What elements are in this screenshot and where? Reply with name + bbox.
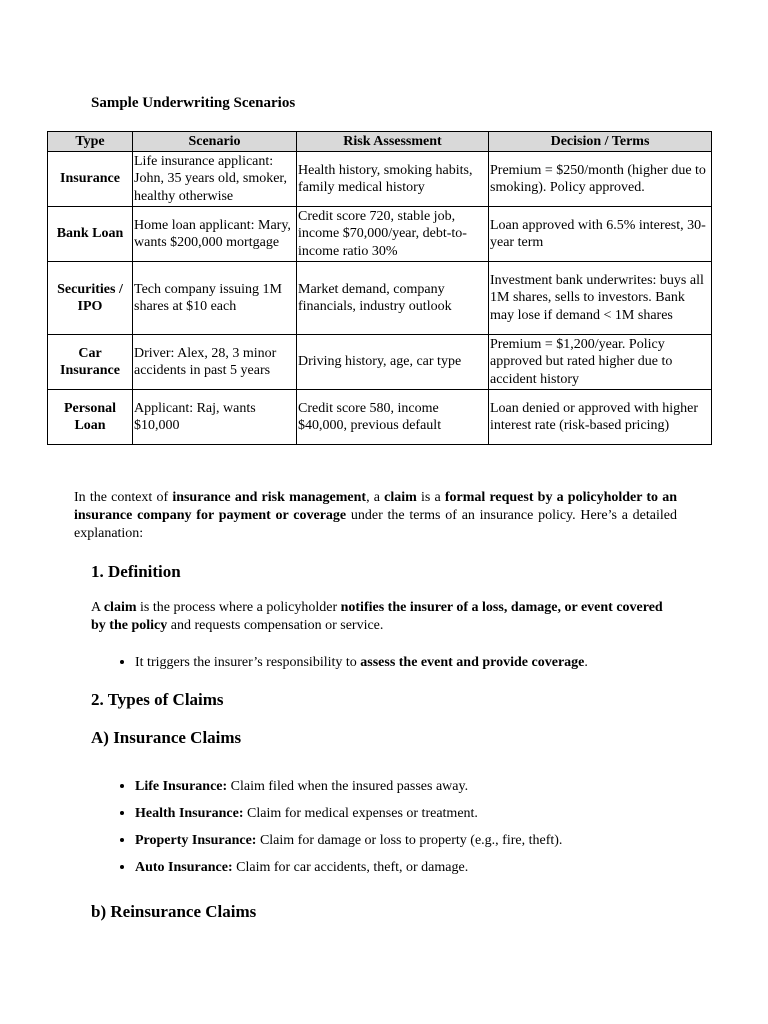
intro-text: , a: [366, 490, 385, 505]
item-label: Life Insurance:: [135, 779, 228, 794]
intro-paragraph: [74, 489, 677, 543]
header-risk-assessment: Risk Assessment: [297, 132, 489, 152]
cell-type: Bank Loan: [48, 207, 133, 262]
item-label: Auto Insurance:: [135, 860, 233, 875]
bullet-text: .: [584, 655, 588, 670]
cell-risk: Credit score 580, income $40,000, previous default: [297, 390, 489, 445]
table-header-row: [48, 132, 712, 152]
item-label: Health Insurance:: [135, 806, 244, 821]
cell-type: Securities / IPO: [48, 262, 133, 335]
cell-type: Personal Loan: [48, 390, 133, 445]
table-row: [48, 207, 712, 262]
cell-scenario: Applicant: Raj, wants $10,000: [133, 390, 297, 445]
intro-bold: claim: [384, 490, 417, 505]
definition-text: A: [91, 600, 104, 615]
cell-decision: Investment bank underwrites: buys all 1M shares, sells to investors. Bank may lose if demand < 1M shares: [489, 262, 712, 335]
definition-bold: claim: [103, 600, 137, 615]
item-text: Claim for medical expenses or treatment.: [243, 806, 478, 821]
cell-scenario: Home loan applicant: Mary, wants $200,000 mortgage: [133, 207, 297, 262]
cell-type: Insurance: [48, 152, 133, 207]
section-heading-types-of-claims: 2. Types of Claims: [91, 690, 224, 709]
cell-decision: Loan denied or approved with higher interest rate (risk-based pricing): [489, 390, 712, 445]
subheading-insurance-claims: A) Insurance Claims: [91, 728, 242, 747]
cell-scenario: Driver: Alex, 28, 3 minor accidents in past 5 years: [133, 335, 297, 390]
list-item: [135, 653, 735, 672]
intro-bold: insurance and risk management: [172, 490, 367, 505]
definition-bullets: [91, 653, 735, 672]
definition-paragraph: [91, 599, 671, 635]
cell-decision: Premium = $250/month (higher due to smoking). Policy approved.: [489, 152, 712, 207]
table-row: [48, 262, 712, 335]
claim-types-list: [91, 777, 735, 885]
underwriting-table: [47, 131, 712, 445]
header-decision-terms: Decision / Terms: [489, 132, 712, 152]
section-heading-definition: 1. Definition: [91, 562, 181, 581]
item-text: Claim for car accidents, theft, or damage.: [232, 860, 469, 875]
list-item: [135, 804, 735, 823]
bullet-bold: assess the event and provide coverage: [360, 655, 585, 670]
table-row: [48, 152, 712, 207]
header-type: Type: [48, 132, 133, 152]
subheading-reinsurance-claims: b) Reinsurance Claims: [91, 902, 257, 921]
intro-bold: formal request by a policyholder to an insurance company for payment or coverage: [74, 490, 678, 523]
cell-type: Car Insurance: [48, 335, 133, 390]
cell-risk: Health history, smoking habits, family medical history: [297, 152, 489, 207]
definition-text: is the process where a policyholder: [136, 600, 341, 615]
table-title: Sample Underwriting Scenarios: [91, 95, 296, 111]
table-row: [48, 390, 712, 445]
item-label: Property Insurance:: [135, 833, 257, 848]
cell-scenario: Tech company issuing 1M shares at $10 each: [133, 262, 297, 335]
cell-risk: Driving history, age, car type: [297, 335, 489, 390]
cell-risk: Market demand, company financials, industry outlook: [297, 262, 489, 335]
bullet-text: It triggers the insurer’s responsibility to: [135, 655, 361, 670]
header-scenario: Scenario: [133, 132, 297, 152]
list-item: [135, 831, 735, 850]
list-item: [135, 858, 735, 877]
intro-text: is a: [416, 490, 445, 505]
cell-decision: Premium = $1,200/year. Policy approved but rated higher due to accident history: [489, 335, 712, 390]
cell-risk: Credit score 720, stable job, income $70,000/year, debt-to-income ratio 30%: [297, 207, 489, 262]
item-text: Claim for damage or loss to property (e.g., fire, theft).: [256, 833, 563, 848]
item-text: Claim filed when the insured passes away.: [227, 779, 469, 794]
list-item: [135, 777, 735, 796]
table-row: [48, 335, 712, 390]
cell-decision: Loan approved with 6.5% interest, 30-year term: [489, 207, 712, 262]
cell-scenario: Life insurance applicant: John, 35 years old, smoker, healthy otherwise: [133, 152, 297, 207]
definition-bold: notifies the insurer of a loss, damage, or event covered by the policy: [91, 600, 663, 633]
intro-text: under the terms of an insurance policy. Here’s a detailed explanation:: [74, 508, 677, 541]
intro-text: In the context of: [74, 490, 173, 505]
definition-text: and requests compensation or service.: [167, 618, 384, 633]
